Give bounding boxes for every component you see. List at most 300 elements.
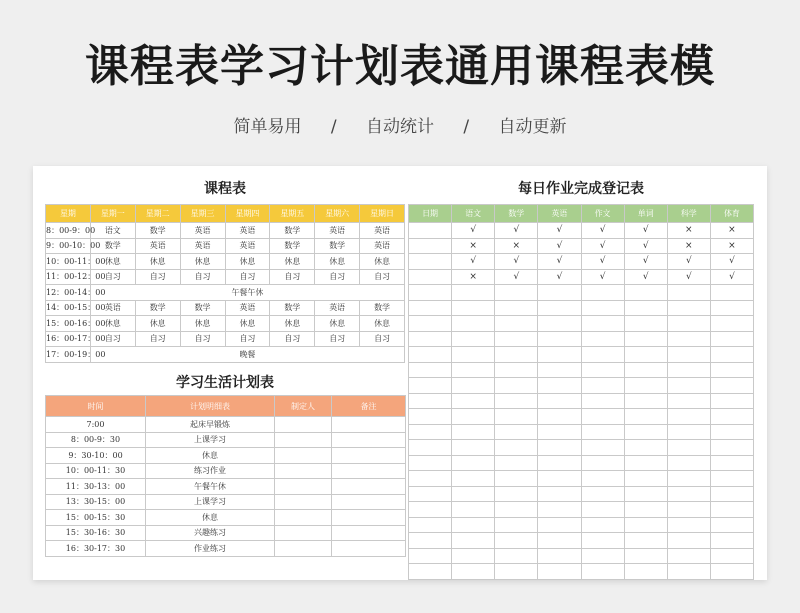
homework-cell bbox=[452, 347, 495, 363]
schedule-cell: 自习 bbox=[315, 331, 360, 347]
homework-cell bbox=[710, 393, 753, 409]
homework-cell bbox=[581, 316, 624, 332]
homework-header-cell: 日期 bbox=[409, 205, 452, 223]
homework-cell bbox=[624, 331, 667, 347]
schedule-cell: 自习 bbox=[135, 269, 180, 285]
homework-cell bbox=[452, 393, 495, 409]
homework-cell bbox=[581, 455, 624, 471]
plan-cell bbox=[332, 510, 406, 526]
homework-cell: √ bbox=[624, 223, 667, 239]
homework-cell bbox=[409, 238, 452, 254]
homework-cell bbox=[495, 424, 538, 440]
schedule-header-cell: 星期四 bbox=[225, 205, 270, 223]
schedule-row bbox=[46, 285, 405, 301]
homework-empty-row bbox=[409, 316, 754, 332]
schedule-cell: 休息 bbox=[315, 316, 360, 332]
page-title: 课程表学习计划表通用课程表模 bbox=[85, 41, 715, 92]
homework-cell bbox=[710, 502, 753, 518]
homework-cell bbox=[624, 285, 667, 301]
homework-cell bbox=[581, 347, 624, 363]
plan-cell bbox=[332, 417, 406, 433]
homework-cell bbox=[409, 378, 452, 394]
homework-cell: √ bbox=[538, 223, 581, 239]
plan-cell: 15：00-15：30 bbox=[46, 510, 146, 526]
schedule-cell: 英语 bbox=[225, 223, 270, 239]
homework-cell bbox=[624, 424, 667, 440]
homework-cell bbox=[409, 424, 452, 440]
homework-cell: √ bbox=[624, 269, 667, 285]
plan-header-cell: 制定人 bbox=[275, 396, 332, 417]
schedule-cell: 数学 bbox=[360, 300, 405, 316]
homework-cell bbox=[495, 347, 538, 363]
homework-cell bbox=[667, 362, 710, 378]
homework-cell: √ bbox=[538, 238, 581, 254]
homework-header-cell: 数学 bbox=[495, 205, 538, 223]
plan-cell: 兴趣练习 bbox=[146, 525, 275, 541]
schedule-cell: 数学 bbox=[270, 300, 315, 316]
homework-cell bbox=[409, 347, 452, 363]
homework-cell bbox=[495, 316, 538, 332]
plan-row bbox=[46, 525, 406, 541]
homework-cell: √ bbox=[495, 269, 538, 285]
plan-cell bbox=[332, 494, 406, 510]
homework-cell bbox=[495, 393, 538, 409]
schedule-time-cell: 14：00-15：00 bbox=[46, 300, 91, 316]
schedule-merged-cell: 午餐午休 bbox=[90, 285, 404, 301]
homework-cell bbox=[452, 424, 495, 440]
homework-cell: √ bbox=[581, 269, 624, 285]
homework-cell bbox=[710, 548, 753, 564]
homework-cell bbox=[495, 548, 538, 564]
homework-cell: √ bbox=[667, 269, 710, 285]
homework-empty-row bbox=[409, 564, 754, 580]
schedule-time-cell: 9：00-10：00 bbox=[46, 238, 91, 254]
homework-cell bbox=[624, 378, 667, 394]
homework-cell bbox=[710, 316, 753, 332]
plan-row bbox=[46, 448, 406, 464]
schedule-cell: 英语 bbox=[225, 300, 270, 316]
plan-row bbox=[46, 494, 406, 510]
plan-cell bbox=[332, 448, 406, 464]
homework-cell bbox=[538, 362, 581, 378]
homework-empty-row bbox=[409, 393, 754, 409]
plan-cell: 上课学习 bbox=[146, 494, 275, 510]
homework-cell: × bbox=[495, 238, 538, 254]
schedule-cell: 休息 bbox=[90, 254, 135, 270]
plan-cell bbox=[332, 432, 406, 448]
homework-cell: √ bbox=[710, 269, 753, 285]
plan-cell: 上课学习 bbox=[146, 432, 275, 448]
homework-cell bbox=[538, 285, 581, 301]
homework-cell bbox=[710, 285, 753, 301]
homework-empty-row bbox=[409, 517, 754, 533]
homework-cell bbox=[624, 486, 667, 502]
homework-cell: √ bbox=[538, 254, 581, 270]
subtitle-item: 简单易用 bbox=[233, 117, 302, 137]
homework-cell bbox=[667, 455, 710, 471]
homework-empty-row bbox=[409, 455, 754, 471]
schedule-cell: 休息 bbox=[270, 254, 315, 270]
schedule-cell: 自习 bbox=[180, 269, 225, 285]
plan-cell bbox=[275, 510, 332, 526]
schedule-cell: 数学 bbox=[180, 300, 225, 316]
subtitle-item: 自动更新 bbox=[498, 117, 567, 137]
plan-cell: 练习作业 bbox=[146, 463, 275, 479]
schedule-header-cell: 星期二 bbox=[135, 205, 180, 223]
homework-cell bbox=[409, 440, 452, 456]
homework-cell bbox=[581, 409, 624, 425]
homework-cell bbox=[581, 517, 624, 533]
schedule-cell: 自习 bbox=[225, 269, 270, 285]
homework-cell bbox=[538, 440, 581, 456]
homework-cell bbox=[581, 471, 624, 487]
schedule-cell: 英语 bbox=[360, 238, 405, 254]
subtitle-separator: / bbox=[330, 117, 337, 137]
homework-empty-row bbox=[409, 285, 754, 301]
schedule-cell: 休息 bbox=[225, 254, 270, 270]
plan-cell: 午餐午休 bbox=[146, 479, 275, 495]
homework-cell bbox=[538, 455, 581, 471]
schedule-cell: 休息 bbox=[315, 254, 360, 270]
homework-cell bbox=[624, 440, 667, 456]
schedule-cell: 休息 bbox=[270, 316, 315, 332]
homework-cell bbox=[624, 362, 667, 378]
homework-row bbox=[409, 238, 754, 254]
homework-cell bbox=[624, 548, 667, 564]
homework-cell bbox=[452, 533, 495, 549]
plan-cell: 作业练习 bbox=[146, 541, 275, 557]
homework-cell bbox=[581, 564, 624, 580]
schedule-row bbox=[46, 254, 405, 270]
homework-cell: × bbox=[710, 223, 753, 239]
homework-empty-row bbox=[409, 300, 754, 316]
homework-cell bbox=[710, 455, 753, 471]
page-subtitle bbox=[0, 112, 800, 137]
plan-table bbox=[45, 395, 406, 557]
plan-row bbox=[46, 432, 406, 448]
spreadsheet-preview bbox=[33, 166, 767, 580]
homework-cell bbox=[452, 362, 495, 378]
homework-cell bbox=[581, 300, 624, 316]
schedule-cell: 自习 bbox=[135, 331, 180, 347]
homework-cell bbox=[667, 285, 710, 301]
schedule-cell: 休息 bbox=[180, 316, 225, 332]
homework-cell bbox=[452, 548, 495, 564]
homework-cell bbox=[538, 564, 581, 580]
schedule-cell: 数学 bbox=[90, 238, 135, 254]
homework-empty-row bbox=[409, 471, 754, 487]
plan-cell bbox=[275, 463, 332, 479]
homework-empty-row bbox=[409, 548, 754, 564]
plan-row bbox=[46, 541, 406, 557]
schedule-cell: 休息 bbox=[360, 316, 405, 332]
schedule-cell: 自习 bbox=[270, 331, 315, 347]
homework-empty-row bbox=[409, 331, 754, 347]
homework-cell bbox=[538, 424, 581, 440]
homework-cell bbox=[452, 331, 495, 347]
homework-cell bbox=[667, 502, 710, 518]
homework-cell bbox=[452, 440, 495, 456]
homework-cell bbox=[538, 316, 581, 332]
homework-cell bbox=[409, 316, 452, 332]
homework-cell bbox=[667, 564, 710, 580]
homework-cell bbox=[538, 393, 581, 409]
homework-row bbox=[409, 269, 754, 285]
homework-cell bbox=[624, 533, 667, 549]
plan-cell: 7:00 bbox=[46, 417, 146, 433]
plan-cell bbox=[275, 432, 332, 448]
homework-header-cell: 作文 bbox=[581, 205, 624, 223]
plan-cell: 11：30-13：00 bbox=[46, 479, 146, 495]
homework-cell: √ bbox=[624, 254, 667, 270]
plan-row bbox=[46, 417, 406, 433]
homework-cell bbox=[495, 300, 538, 316]
homework-cell: √ bbox=[667, 254, 710, 270]
schedule-row bbox=[46, 347, 405, 363]
homework-cell: × bbox=[710, 238, 753, 254]
homework-empty-row bbox=[409, 424, 754, 440]
plan-header-cell: 计划明细表 bbox=[146, 396, 275, 417]
homework-header-cell: 科学 bbox=[667, 205, 710, 223]
homework-cell bbox=[409, 409, 452, 425]
plan-cell: 10：00-11：30 bbox=[46, 463, 146, 479]
schedule-cell: 数学 bbox=[135, 223, 180, 239]
homework-cell: √ bbox=[624, 238, 667, 254]
schedule-cell: 休息 bbox=[90, 316, 135, 332]
homework-cell bbox=[667, 471, 710, 487]
homework-cell bbox=[409, 517, 452, 533]
homework-cell bbox=[667, 440, 710, 456]
homework-cell bbox=[710, 440, 753, 456]
homework-cell bbox=[624, 471, 667, 487]
schedule-time-cell: 16：00-17：00 bbox=[46, 331, 91, 347]
schedule-cell: 数学 bbox=[270, 223, 315, 239]
homework-row bbox=[409, 254, 754, 270]
homework-cell bbox=[495, 517, 538, 533]
schedule-cell: 自习 bbox=[360, 331, 405, 347]
homework-cell bbox=[452, 455, 495, 471]
plan-header-cell: 备注 bbox=[332, 396, 406, 417]
schedule-cell: 自习 bbox=[315, 269, 360, 285]
homework-cell bbox=[452, 502, 495, 518]
homework-cell bbox=[667, 347, 710, 363]
homework-cell bbox=[667, 378, 710, 394]
schedule-header-cell: 星期 bbox=[46, 205, 91, 223]
schedule-row bbox=[46, 300, 405, 316]
plan-cell bbox=[332, 541, 406, 557]
homework-cell bbox=[495, 362, 538, 378]
schedule-header-cell: 星期三 bbox=[180, 205, 225, 223]
plan-cell: 16：30-17：30 bbox=[46, 541, 146, 557]
homework-cell bbox=[409, 254, 452, 270]
homework-cell bbox=[538, 548, 581, 564]
schedule-time-cell: 8：00-9：00 bbox=[46, 223, 91, 239]
homework-cell: √ bbox=[538, 269, 581, 285]
homework-cell bbox=[624, 517, 667, 533]
plan-header-cell: 时间 bbox=[46, 396, 146, 417]
schedule-cell: 英语 bbox=[180, 223, 225, 239]
schedule-row bbox=[46, 331, 405, 347]
plan-cell: 15：30-16：30 bbox=[46, 525, 146, 541]
schedule-cell: 英语 bbox=[225, 238, 270, 254]
schedule-row bbox=[46, 316, 405, 332]
schedule-time-cell: 17：00-19：00 bbox=[46, 347, 91, 363]
homework-cell bbox=[409, 502, 452, 518]
homework-cell bbox=[581, 362, 624, 378]
homework-cell bbox=[581, 393, 624, 409]
homework-cell: × bbox=[667, 238, 710, 254]
homework-cell bbox=[452, 378, 495, 394]
plan-cell bbox=[332, 479, 406, 495]
homework-cell bbox=[581, 378, 624, 394]
homework-cell bbox=[581, 486, 624, 502]
homework-cell bbox=[667, 300, 710, 316]
homework-cell bbox=[581, 440, 624, 456]
plan-row bbox=[46, 479, 406, 495]
homework-cell bbox=[495, 409, 538, 425]
homework-empty-row bbox=[409, 502, 754, 518]
plan-cell: 休息 bbox=[146, 448, 275, 464]
schedule-time-cell: 11：00-12：00 bbox=[46, 269, 91, 285]
schedule-cell: 自习 bbox=[225, 331, 270, 347]
homework-cell bbox=[710, 362, 753, 378]
homework-cell bbox=[538, 533, 581, 549]
homework-cell bbox=[495, 378, 538, 394]
homework-cell bbox=[581, 502, 624, 518]
schedule-cell: 英语 bbox=[180, 238, 225, 254]
homework-cell bbox=[624, 393, 667, 409]
schedule-table bbox=[45, 204, 405, 363]
schedule-cell: 自习 bbox=[270, 269, 315, 285]
homework-cell bbox=[452, 486, 495, 502]
homework-cell bbox=[495, 564, 538, 580]
homework-empty-row bbox=[409, 362, 754, 378]
schedule-header-cell: 星期日 bbox=[360, 205, 405, 223]
homework-cell bbox=[710, 347, 753, 363]
schedule-cell: 自习 bbox=[90, 331, 135, 347]
schedule-title: 课程表 bbox=[204, 181, 246, 197]
homework-cell bbox=[495, 440, 538, 456]
homework-cell bbox=[667, 486, 710, 502]
schedule-row bbox=[46, 223, 405, 239]
homework-cell bbox=[667, 393, 710, 409]
homework-cell bbox=[624, 300, 667, 316]
homework-cell bbox=[710, 409, 753, 425]
homework-cell bbox=[667, 316, 710, 332]
homework-cell bbox=[409, 300, 452, 316]
homework-cell bbox=[624, 409, 667, 425]
schedule-cell: 英语 bbox=[315, 223, 360, 239]
homework-cell bbox=[409, 471, 452, 487]
homework-cell: × bbox=[452, 238, 495, 254]
plan-row bbox=[46, 463, 406, 479]
homework-cell bbox=[452, 409, 495, 425]
homework-cell bbox=[581, 285, 624, 301]
homework-cell bbox=[581, 331, 624, 347]
schedule-cell: 语文 bbox=[90, 223, 135, 239]
homework-cell bbox=[495, 285, 538, 301]
schedule-cell: 自习 bbox=[180, 331, 225, 347]
schedule-merged-cell: 晚餐 bbox=[90, 347, 404, 363]
homework-cell: √ bbox=[581, 254, 624, 270]
homework-cell bbox=[538, 347, 581, 363]
homework-cell bbox=[710, 424, 753, 440]
homework-cell bbox=[538, 517, 581, 533]
homework-empty-row bbox=[409, 533, 754, 549]
homework-cell bbox=[538, 471, 581, 487]
homework-cell: × bbox=[667, 223, 710, 239]
homework-cell bbox=[452, 564, 495, 580]
homework-cell bbox=[581, 533, 624, 549]
homework-cell bbox=[538, 378, 581, 394]
schedule-cell: 英语 bbox=[90, 300, 135, 316]
homework-cell bbox=[495, 533, 538, 549]
homework-cell bbox=[409, 285, 452, 301]
schedule-header-cell: 星期五 bbox=[270, 205, 315, 223]
homework-cell bbox=[710, 533, 753, 549]
schedule-cell: 休息 bbox=[360, 254, 405, 270]
homework-cell bbox=[409, 269, 452, 285]
schedule-time-cell: 15：00-16：00 bbox=[46, 316, 91, 332]
homework-cell bbox=[409, 393, 452, 409]
homework-header-cell: 语文 bbox=[452, 205, 495, 223]
schedule-cell: 自习 bbox=[90, 269, 135, 285]
plan-cell: 休息 bbox=[146, 510, 275, 526]
schedule-header-cell: 星期一 bbox=[90, 205, 135, 223]
homework-cell bbox=[452, 300, 495, 316]
homework-cell bbox=[667, 533, 710, 549]
homework-empty-row bbox=[409, 378, 754, 394]
homework-cell bbox=[538, 502, 581, 518]
schedule-cell: 数学 bbox=[270, 238, 315, 254]
homework-cell bbox=[667, 517, 710, 533]
homework-cell bbox=[710, 471, 753, 487]
homework-cell bbox=[624, 564, 667, 580]
homework-cell bbox=[624, 455, 667, 471]
homework-cell bbox=[538, 331, 581, 347]
homework-cell: √ bbox=[710, 254, 753, 270]
homework-cell bbox=[409, 486, 452, 502]
homework-cell bbox=[495, 502, 538, 518]
homework-cell bbox=[452, 285, 495, 301]
homework-cell bbox=[452, 316, 495, 332]
schedule-cell: 英语 bbox=[135, 238, 180, 254]
homework-cell bbox=[452, 471, 495, 487]
schedule-cell: 休息 bbox=[135, 316, 180, 332]
plan-cell bbox=[275, 448, 332, 464]
plan-title: 学习生活计划表 bbox=[176, 375, 274, 391]
plan-cell: 起床早锻炼 bbox=[146, 417, 275, 433]
schedule-cell: 休息 bbox=[135, 254, 180, 270]
homework-cell bbox=[452, 517, 495, 533]
homework-cell: √ bbox=[495, 223, 538, 239]
schedule-cell: 数学 bbox=[135, 300, 180, 316]
homework-cell bbox=[538, 486, 581, 502]
homework-header-cell: 英语 bbox=[538, 205, 581, 223]
schedule-row bbox=[46, 238, 405, 254]
homework-cell bbox=[495, 331, 538, 347]
subtitle-separator: / bbox=[463, 117, 470, 137]
homework-table bbox=[408, 204, 754, 580]
plan-cell bbox=[275, 541, 332, 557]
homework-cell: √ bbox=[495, 254, 538, 270]
homework-cell bbox=[495, 455, 538, 471]
homework-cell bbox=[581, 548, 624, 564]
schedule-cell: 英语 bbox=[315, 300, 360, 316]
homework-empty-row bbox=[409, 486, 754, 502]
homework-cell bbox=[624, 316, 667, 332]
homework-cell bbox=[495, 471, 538, 487]
